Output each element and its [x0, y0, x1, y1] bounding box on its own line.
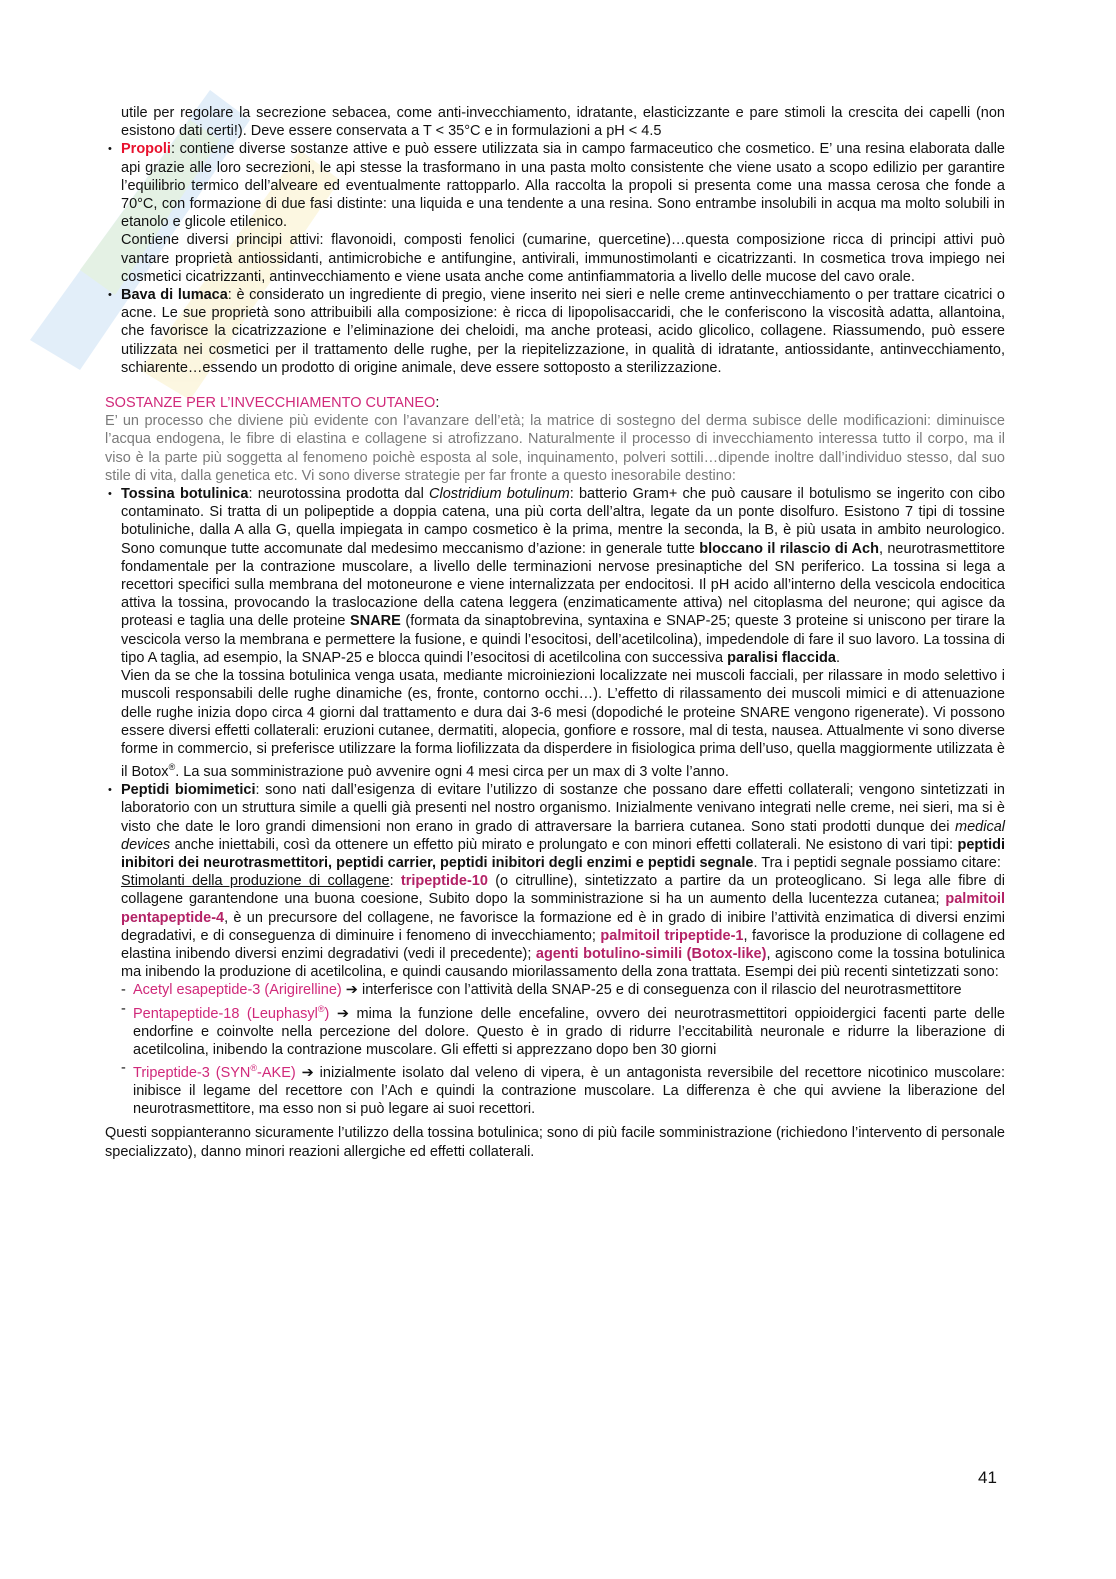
example-item: - Tripeptide-3 (SYN®-AKE) ➔ inizialmente isolato dal veleno di vipera, è un antagonista reversibile del recettore nicotinico muscolare: inibisce il legame del recettore con l’Ach e quindi la contrazione muscolare. La differenza è che qui avviene la liberazione del neurotrasmettitore, ma esso non si può legare ai suoi recettori.	[121, 1060, 1005, 1118]
list-item-propoli: • Propoli: contiene diverse sostanze attive e può essere utilizzata sia in campo farmaceutico che cosmetico. E’ una resina elaborata dalle api grazie alle loro secrezioni, le api stesse la trasformano in una pasta molto consistente che viene usato a scopo edilizio per garantire l’equilibrio termico dell’alveare ed eventualmente rattopparlo. Alla raccolta la propoli si presenta come una massa cerosa che fonde a 70°C, con formazione di due fasi distinte: una liquida e una tendente a una resina. Sono entrambe insolubili in acqua ma molto solubili in etanolo e glicole etilenico.	[108, 141, 1005, 231]
section-intro: E’ un processo che diviene più evidente con l’avanzare dell’età; la matrice di sostegno del derma subisce delle modificazioni: diminuisce l’acqua endogena, le fibre di elastina e collagene si atrofizzano. Naturalmente il processo di invecchiamento interessa tutto il corpo, ma il viso è la parte più soggetta al fenomeno poichè esposta al sole, inquinamento, polveri sottili…dipende inoltre dall’individuo stesso, dal suo stile di vita, dalla genetica etc. Vi sono diverse strategie per far fronte a questo inesorabile destino:	[105, 413, 1005, 484]
list-item-tossina: • Tossina botulinica: neurotossina prodotta dal Clostridium botulinum: batterio Gram+ che può causare il botulismo se ingerito con cibo contaminato. Si tratta di un polipeptide a doppia catena, una più corta dell’altra, legate da un ponte disolfuro. Esistono 7 tipi di tossine botuliniche, dalla A alla G, quella impiegata in campo cosmetico è la prima, mentre la seconda, la B, è più usata in ambito neurologico. Sono comunque tutte accomunate dal medesimo meccanismo d’azione: in generale tutte bloccano il rilascio di Ach, neurotrasmettitore fondamentale per la contrazione muscolare, a livello delle terminazioni nervose presinaptiche del SN periferico. La tossina si lega a recettori specifici sulla membrana del motoneurone e viene internalizzata per endocitosi. Il pH acido all’interno della vescicola endocitica attiva la tossina, provocando la traslocazione della catena leggera (enzimaticamente attiva) nel citoplasma del neurone; qui agisce da proteasi e taglia una delle proteine SNARE (formata da sinaptobrevina, syntaxina e SNAP-25; queste 3 proteine si uniscono per tirare la vescicola verso la membrana e permettere la fusione, e quindi l’esocitosi, dell’acetilcolina), impedendole di fare il suo lavoro. La tossina di tipo A taglia, ad esempio, la SNAP-25 e blocca quindi l’esocitosi di acetilcolina con successiva paralisi flaccida.	[108, 486, 1006, 666]
example-item: - Acetyl esapeptide-3 (Arigirelline) ➔ interferisce con l’attività della SNAP-25 e di conseguenza con il rilascio del neurotrasmettitore	[121, 982, 962, 999]
term-propoli: Propoli	[121, 141, 171, 158]
intro-paragraph: utile per regolare la secrezione sebacea, come anti-invecchiamento, idratante, elasticizzante e pare stimoli la crescita dei capelli (non esistono dati certi!). Deve essere conservata a T < 35°C e in formulazioni a pH < 4.5	[121, 105, 1005, 140]
propoli-paragraph-2: Contiene diversi principi attivi: flavonoidi, composti fenolici (cumarine, quercetine)…questa composizione ricca di principi attivi può vantare proprietà antiossidanti, antimicrobiche e antifungine, antivirali, immunostimolanti e cicatrizzanti. In cosmetica trova impiego nei cosmetici cicatrizzanti, antinvecchiamento e viene usata anche come antinfiammatoria a livello delle mucose del cavo orale.	[121, 232, 1005, 285]
bullet-icon: •	[108, 143, 112, 156]
collagene-paragraph: Stimolanti della produzione di collagene: tripeptide-10 (o citrulline), sintetizzato a partire da un proteoglicano. Si lega alle fibre di collagene garantendone una buona coesione, Subito dopo la somministrazione si ha un aumento della lucentezza cutanea; palmitoil pentapeptide-4, è un precursore del collagene, ne favorisce la formazione ed è in grado di inibire l’attività enzimatica di diversi enzimi degradativi, e di conseguenza di diminuire i fenomeno di invecchiamento; palmitoil tripeptide-1, favorisce la produzione di collagene ed elastina inibendo diversi enzimi degradativi (vedi il precedente); agenti botulino-simili (Botox-like), agiscono come la tossina botulinica ma inibendo la produzione di acetilcolina, e quindi causando miorilassamento della zona trattata. Esempi dei più recenti sintetizzati sono:	[121, 873, 1006, 981]
bullet-icon: •	[108, 784, 112, 797]
bullet-icon: •	[108, 289, 112, 302]
tossina-paragraph-2: Vien da se che la tossina botulinica venga usata, mediante microiniezioni localizzate nei muscoli facciali, per rilassare in modo selettivo i muscoli responsabili delle rughe dinamiche (es, fronte, contorno occhi…). L’effetto di rilassamento dei muscoli mimici e di attenuazione delle rughe inizia dopo circa 4 giorni dal trattamento e dura dai 3-6 mesi (dopodiché le proteine SNARE vengono rigenerate). Vi possono essere diversi effetti collaterali: eruzioni cutanee, dermatiti, alopecia, gonfiore e rossore, mal di testa, nausea. Attualmente vi sono diverse forme in commercio, si preferisce utilizzare la forma liofilizzata da disperdere in fisiologica prima dell’uso, quella maggiormente utilizzata è il Botox®. La sua somministrazione può avvenire ogni 4 mesi circa per un max di 3 volte l’anno.	[121, 668, 1005, 780]
example-item: - Pentapeptide-18 (Leuphasyl®) ➔ mima la funzione delle encefaline, ovvero dei neurotrasmettitori oppioidergici facenti parte delle endorfine e coinvolte nella percezione del dolore. Questo è in grado di ridurre l’eccitabilità neuronale e ridurre la liberazione di acetilcolina, inibendo la contrazione muscolare. Gli effetti si apprezzano dopo ben 30 giorni	[121, 1000, 1005, 1058]
closing-paragraph: Questi soppianteranno sicuramente l’utilizzo della tossina botulinica; sono di più facile somministrazione (richiedono l’intervento di personale specializzato), danno minori reazioni allergiche ed effetti collaterali.	[105, 1125, 1005, 1160]
page-number: 41	[978, 1468, 997, 1487]
document-page	[105, 104, 1005, 1161]
term-bava: Bava di lumaca	[121, 287, 228, 304]
section-heading: SOSTANZE PER L’INVECCHIAMENTO CUTANEO:	[105, 395, 440, 412]
list-item-bava: • Bava di lumaca: è considerato un ingrediente di pregio, viene inserito nei sieri e nelle creme antinvecchiamento o per trattare cicatrici o acne. Le sue proprietà sono attribuibili alla composizione: è ricca di lipopolisaccaridi, che le conferiscono la viscosità adatta, allantoina, che favorisce la cicatrizzazione e l’eliminazione dei cheloidi, ma anche proteasi, acido glicolico, collagene. Riassumendo, può essere utilizzata nei cosmetici per il trattamento delle rughe, per la riepitelizzazione, in qualità di idratante, antiossidante, antinvecchiamento, schiarente…essendo un prodotto di origine animale, deve essere sottoposto a sterilizzazione.	[108, 287, 1005, 376]
list-item-peptidi: • Peptidi biomimetici: sono nati dall’esigenza di evitare l’utilizzo di sostanze che possano dare effetti collaterali; vengono sintetizzati in laboratorio con un struttura simile a quelli già presenti nel nostro organismo. Inizialmente venivano integrati nelle creme, nei sieri, ma si è visto che date le loro grandi dimensioni non erano in grado di attraversare la barriera cutanea. Sono stati prodotti dunque dei medical devices anche iniettabili, così da ottenere un effetto più mirato e prolungato e con minori effetti collaterali. Ne esistono di vari tipi: peptidi inibitori dei neurotrasmettitori, peptidi carrier, peptidi inibitori degli enzimi e peptidi segnale. Tra i peptidi segnale possiamo citare:	[108, 782, 1005, 871]
bullet-icon: •	[108, 488, 112, 501]
